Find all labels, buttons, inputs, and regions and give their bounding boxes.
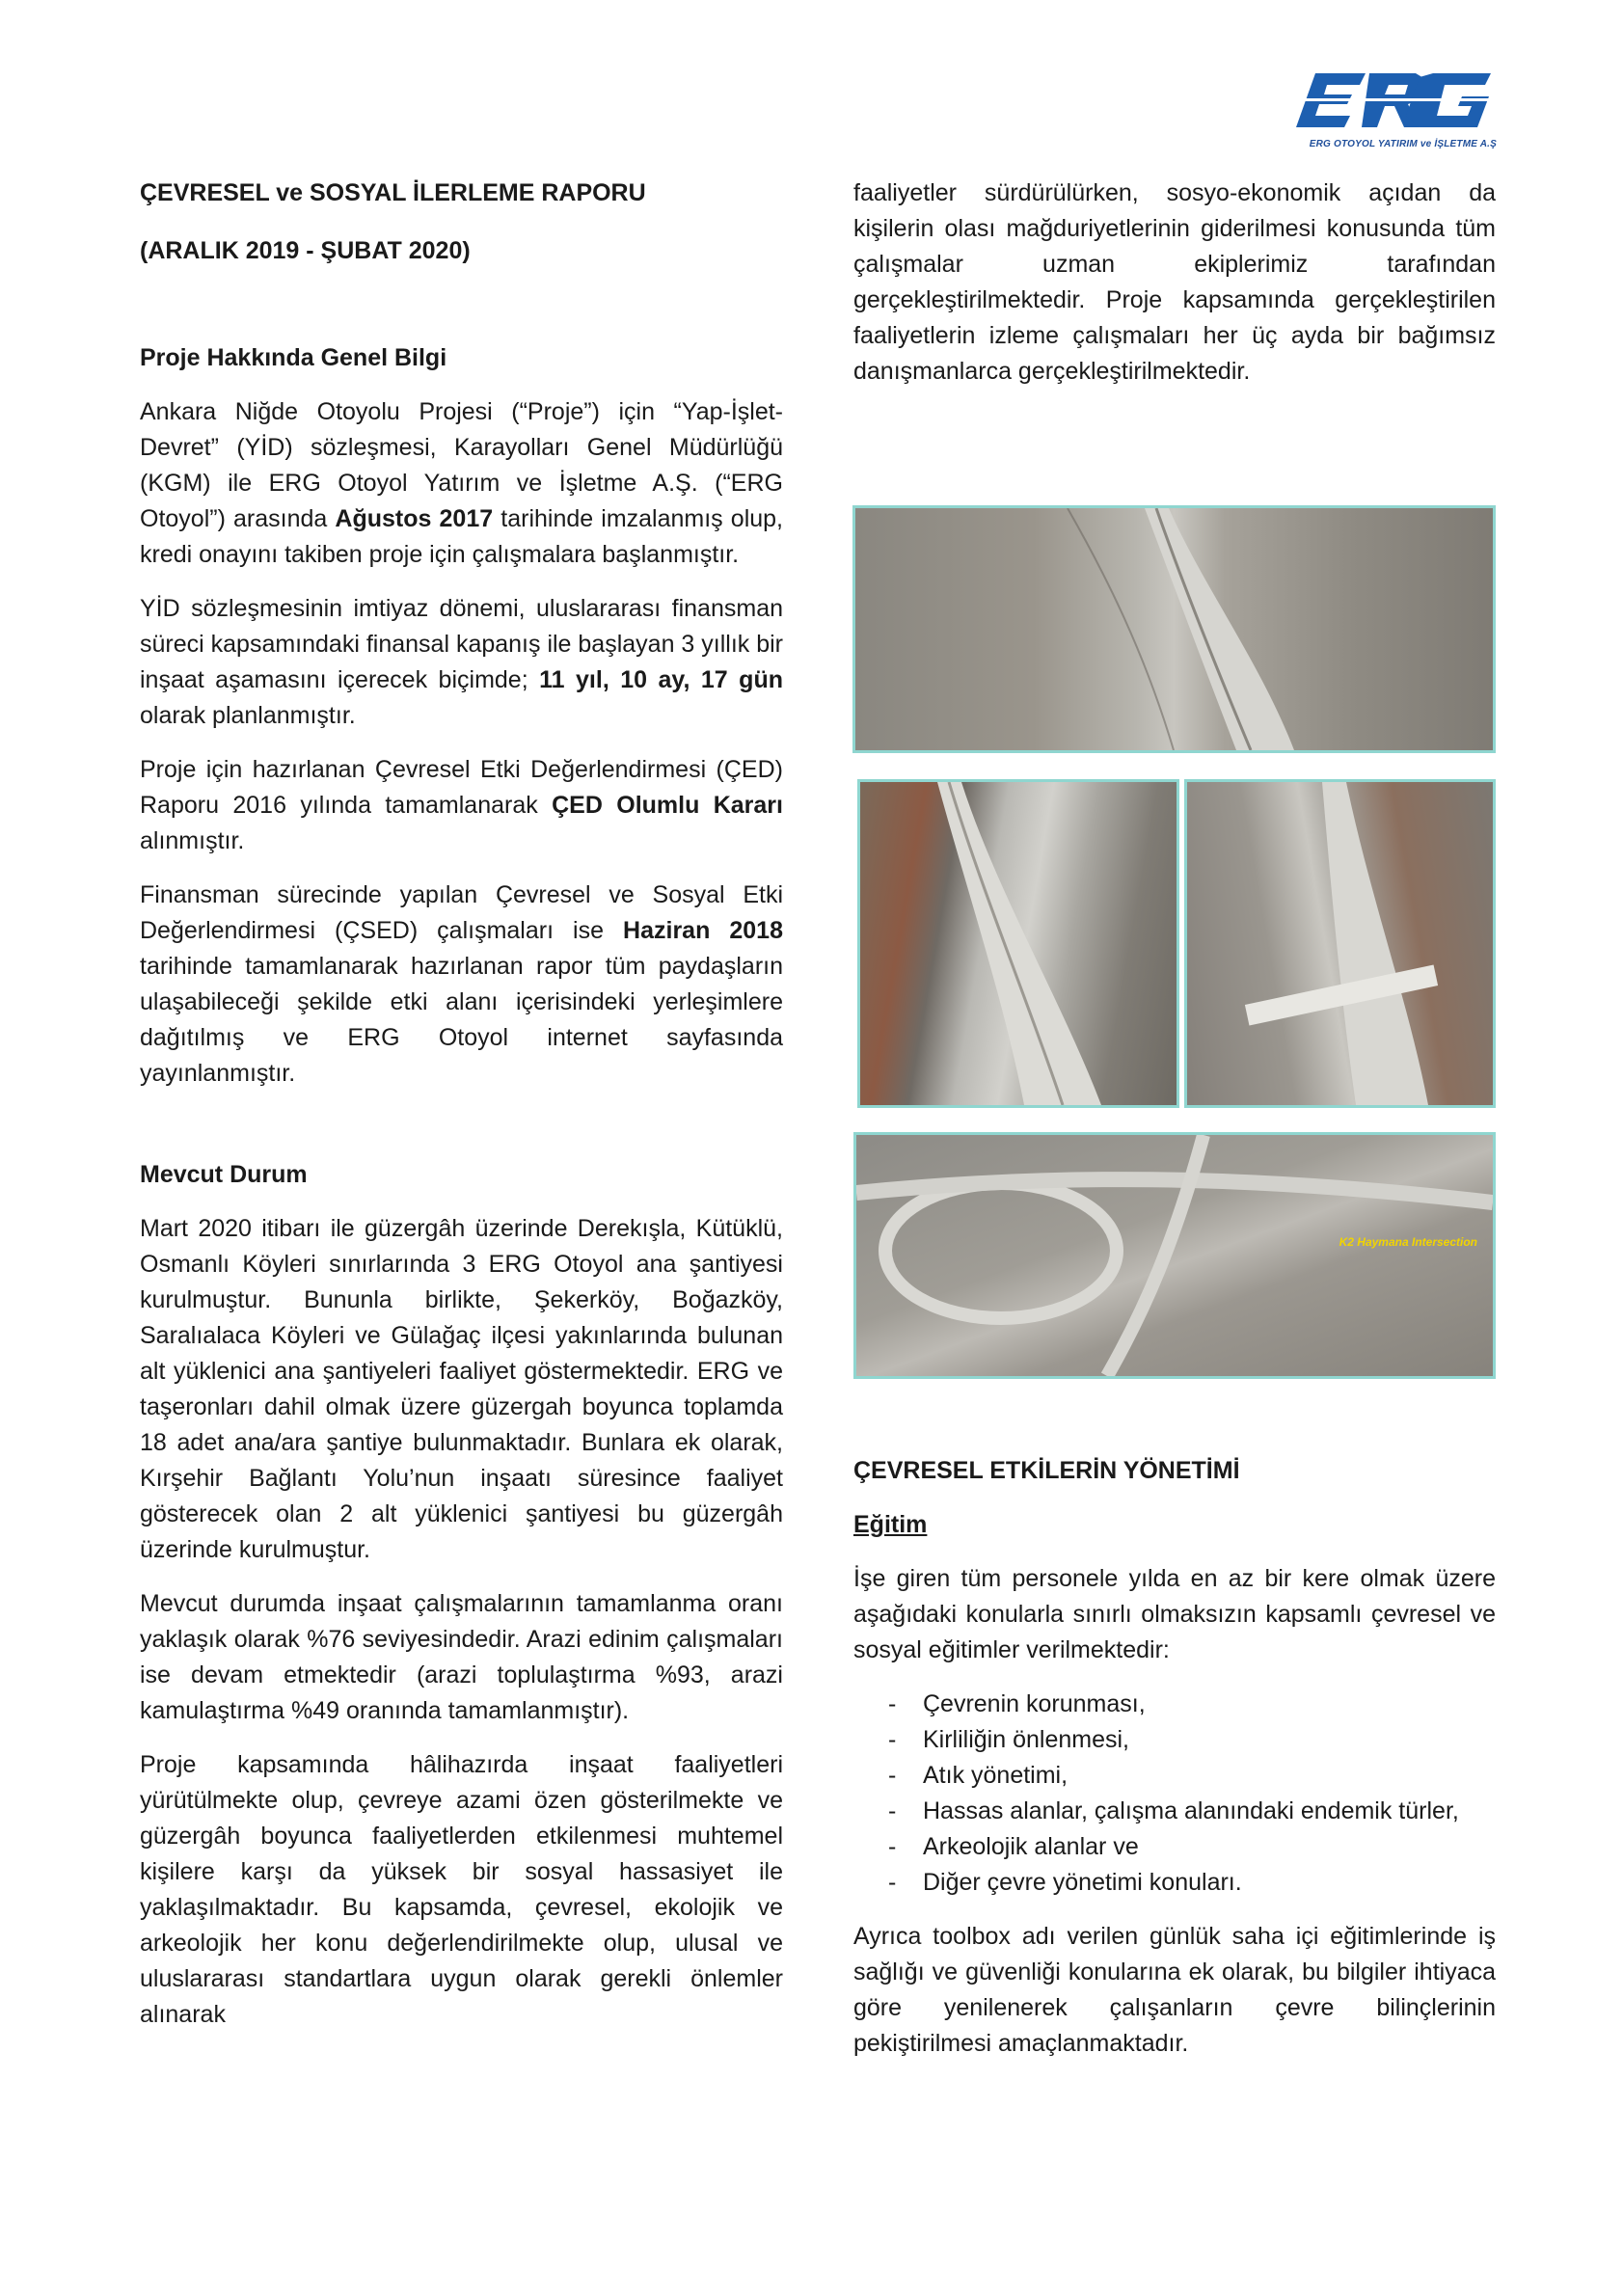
road-illustration xyxy=(855,508,1493,750)
paragraph-training-intro: İşe giren tüm personele yılda en az bir kere olmak üzere aşağıdaki konularla sınırlı olmaksızın kapsamlı çevresel ve sosyal eğitimler verilmektedir: xyxy=(853,1565,1496,1663)
text-span: tarihinde tamamlanarak hazırlanan rapor tüm paydaşların ulaşabileceği şekilde etki alanı içerisindeki yerleşimlere dağıtılmış ve ERG Otoyol internet sayfasında yayınlanmıştır. xyxy=(140,953,783,1087)
company-logo xyxy=(1292,66,1497,152)
section-heading-general-info: Proje Hakkında Genel Bilgi xyxy=(140,344,447,371)
bold-duration: 11 yıl, 10 ay, 17 gün xyxy=(539,666,783,693)
erg-logo-mark xyxy=(1292,66,1497,139)
bold-decision: ÇED Olumlu Kararı xyxy=(552,792,783,819)
text-span: tarihinde imzalanmış olup, kredi onayını takiben proje için çalışmalara başlanmıştır. xyxy=(140,505,784,568)
list-item: - Kirliliğin önlenmesi, xyxy=(853,1722,1496,1758)
paragraph-eia xyxy=(140,752,783,859)
photo-caption: K2 Haymana Intersection xyxy=(1339,1235,1477,1249)
text-span: Proje için hazırlanan Çevresel Etki Değerlendirmesi (ÇED) Raporu 2016 yılında tamamlanarak xyxy=(140,756,783,819)
text-span: alınmıştır. xyxy=(140,827,245,854)
list-item: - Arkeolojik alanlar ve xyxy=(853,1829,1496,1865)
highway-aerial-photo-3 xyxy=(1184,779,1496,1108)
paragraph-toolbox-training: Ayrıca toolbox adı verilen günlük saha içi eğitimlerinde iş sağlığı ve güvenliği konularına ek olarak, bu bilgiler ihtiyaca göre yenilenerek çalışanların çevre bilinçlerinin pekiştirilmesi amaçlanmaktadır. xyxy=(853,1923,1496,2057)
report-title: ÇEVRESEL ve SOSYAL İLERLEME RAPORU xyxy=(140,179,646,206)
text-span: Finansman sürecinde yapılan Çevresel ve Sosyal Etki Değerlendirmesi (ÇSED) çalışmaları ise xyxy=(140,881,783,944)
section-heading-environmental-management: ÇEVRESEL ETKİLERİN YÖNETİMİ xyxy=(853,1457,1240,1484)
list-item: - Atık yönetimi, xyxy=(853,1758,1496,1794)
road-illustration xyxy=(1187,782,1493,1105)
text-span: olarak planlanmıştır. xyxy=(140,702,356,729)
highway-interchange-photo xyxy=(853,1132,1496,1379)
paragraph-esia xyxy=(140,878,783,1092)
bold-date: Ağustos 2017 xyxy=(335,505,494,532)
subheading-training: Eğitim xyxy=(853,1511,928,1538)
paragraph-environment-care: Proje kapsamında hâlihazırda inşaat faaliyetleri yürütülmekte olup, çevreye azami özen gösterilmekte ve güzergâh boyunca faaliyetlerden etkilenmesi muhtemel kişilere karşı da yüksek bir sosyal hassasiyet ile yaklaşılmaktadır. Bu kapsamda, çevresel, ekolojik ve arkeolojik her konu değerlendirilmekte olup, ulusal ve uluslararası standartlara uygun olarak gerekli önlemler alınarak xyxy=(140,1751,783,2028)
section-heading-current-status: Mevcut Durum xyxy=(140,1161,308,1188)
interchange-illustration xyxy=(856,1135,1493,1376)
training-topics-list xyxy=(853,1687,1496,1901)
list-item: - Çevrenin korunması, xyxy=(853,1687,1496,1722)
text-span: YİD sözleşmesinin imtiyaz dönemi, uluslararası finansman süreci kapsamındaki finansal kapanış ile başlayan 3 yıllık bir inşaat aşamasını içerecek biçimde; xyxy=(140,595,784,693)
logo-tagline: ERG OTOYOL YATIRIM ve İŞLETME A.Ş xyxy=(1309,139,1497,149)
right-column-top xyxy=(853,176,1496,408)
list-item: - Diğer çevre yönetimi konuları. xyxy=(853,1865,1496,1901)
paragraph-concession-period xyxy=(140,591,783,734)
paragraph-construction-sites: Mart 2020 itibarı ile güzergâh üzerinde Derekışla, Kütüklü, Osmanlı Köyleri sınırlarında 3 ERG Otoyol ana şantiyesi kurulmuştur. Bununla birlikte, Şekerköy, Boğazköy, Saralıalaca Köyleri ve Gülağaç ilçesi yakınlarında bulunan alt yüklenici ana şantiyeleri faaliyet göstermektedir. ERG ve taşeronları dahil olmak üzere güzergah boyunca toplamda 18 adet ana/ara şantiye bulunmaktadır. Bunlara ek olarak, Kırşehir Bağlantı Yolu’nun inşaatı süresince faaliyet gösterecek olan 2 alt yüklenici şantiyesi bu güzergâh üzerinde kurulmuştur. xyxy=(140,1215,783,1563)
text-span: Ankara Niğde Otoyolu Projesi (“Proje”) için “Yap-İşlet-Devret” (YİD) sözleşmesi, Karayolları Genel Müdürlüğü (KGM) ile ERG Otoyol Yatırım ve İşletme A.Ş. (“ERG Otoyol”) arasında xyxy=(140,398,783,532)
list-item: - Hassas alanlar, çalışma alanındaki endemik türler, xyxy=(853,1794,1496,1829)
report-period: (ARALIK 2019 - ŞUBAT 2020) xyxy=(140,237,471,264)
highway-aerial-photo-2 xyxy=(857,779,1179,1108)
paragraph-project-contract xyxy=(140,394,783,573)
highway-aerial-photo-1 xyxy=(852,505,1496,753)
road-illustration xyxy=(860,782,1177,1105)
right-column-bottom xyxy=(853,1453,1496,2080)
left-column xyxy=(140,176,783,2051)
paragraph-progress: Mevcut durumda inşaat çalışmalarının tamamlanma oranı yaklaşık olarak %76 seviyesindedir. Arazi edinim çalışmaları ise devam etmektedir (arazi toplulaştırma %93, arazi kamulaştırma %49 oranında tamamlanmıştır). xyxy=(140,1590,783,1724)
bold-date: Haziran 2018 xyxy=(623,917,783,944)
paragraph-continuation: faaliyetler sürdürülürken, sosyo-ekonomik açıdan da kişilerin olası mağduriyetlerinin giderilmesi konusunda tüm çalışmalar uzman ekiplerimiz tarafından gerçekleştirilmektedir. Proje kapsamında gerçekleştirilen faaliyetlerin izleme çalışmaları her üç ayda bir bağımsız danışmanlarca gerçekleştirilmektedir. xyxy=(853,179,1496,385)
